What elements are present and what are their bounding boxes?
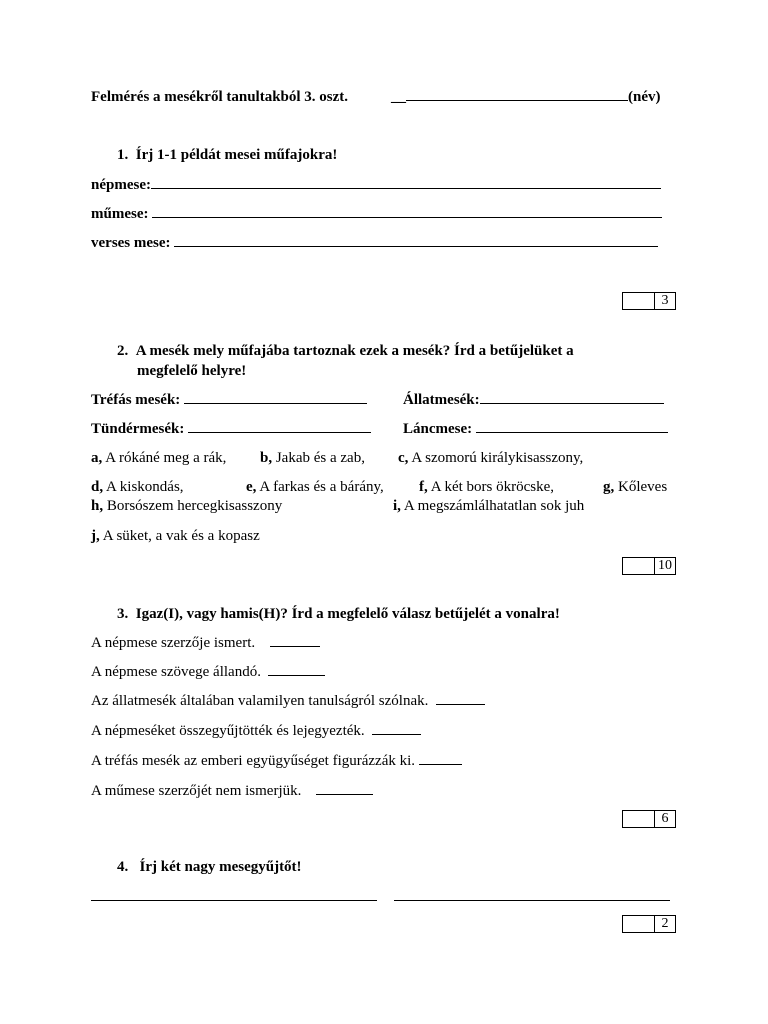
q3-heading [117,605,560,623]
answer-line[interactable] [152,205,662,218]
category-trefas[interactable] [91,391,367,409]
statement-text: A műmese szerzőjét nem ismerjük. [91,783,302,799]
tale-letter: i, [393,498,401,514]
collector-line-1[interactable] [91,888,377,906]
field-sep: : [146,177,151,193]
tale-f [419,478,554,496]
tale-e [246,478,384,496]
q3-score-box [622,810,676,828]
name-prefix: __ [391,89,406,105]
tale-title: Kőleves [618,479,668,495]
answer-line[interactable] [394,888,670,901]
tale-h [91,497,282,515]
statement-text: A népmese szövege állandó. [91,664,261,680]
score-max: 10 [658,558,672,573]
category-lanc[interactable] [403,420,668,438]
tale-letter: c, [398,450,409,466]
answer-line[interactable] [188,420,371,433]
tale-title: A farkas és a bárány, [259,479,384,495]
tale-a [91,449,226,467]
statement-1 [91,634,320,652]
field-label: műmese [91,206,144,222]
tale-letter: f, [419,479,428,495]
q2-text-line1: A mesék mely műfajába tartoznak ezek a mesék? Írd a betűjelüket a [135,343,574,359]
tale-letter: h, [91,498,104,514]
q2-heading [117,342,574,360]
q1-score-box [622,292,676,310]
tale-c [398,449,583,467]
tale-letter: e, [246,479,257,495]
field-sep: : [165,235,175,251]
q2-text-line2: megfelelő helyre! [137,363,247,379]
q2-heading-line2 [137,362,246,380]
field-label: népmese [91,177,146,193]
statement-text: A népmeséket összegyűjtötték és lejegyezték. [91,723,365,739]
score-earned-cell[interactable] [623,558,655,574]
answer-line[interactable] [151,176,661,189]
name-field[interactable] [391,88,661,106]
title-text: Felmérés a mesékről tanultakból 3. oszt. [91,89,349,105]
score-earned-cell[interactable] [623,293,655,309]
tale-title: A kiskondás, [106,479,184,495]
category-allat[interactable] [403,391,664,409]
statement-2 [91,663,325,681]
tale-j [91,527,260,545]
q1-field-verses-mese[interactable] [91,234,658,252]
q4-score-box [622,915,676,933]
tale-letter: b, [260,450,273,466]
field-label: verses mese [91,235,166,251]
tale-title: A rókáné meg a rák, [105,450,227,466]
tale-title: Jakab és a zab, [275,450,365,466]
category-tunder[interactable] [91,420,371,438]
q1-field-mumese[interactable] [91,205,662,223]
tale-title: A szomorú királykisasszony, [411,450,584,466]
tale-title: Borsószem hercegkisasszony [106,498,283,514]
q3-number: 3. [117,606,129,622]
q3-text: Igaz(I), vagy hamis(H)? Írd a megfelelő válasz betűjelét a vonalra! [135,606,560,622]
answer-line[interactable] [184,391,367,404]
category-label: Tündérmesék: [91,421,185,437]
tale-letter: d, [91,479,104,495]
statement-text: A tréfás mesék az emberi együgyűséget figurázzák ki. [91,753,416,769]
tale-letter: g, [603,479,615,495]
q1-heading [117,146,337,164]
answer-line[interactable] [270,634,320,647]
statement-4 [91,722,421,740]
category-label: Tréfás mesék: [91,392,181,408]
tale-title: A két bors ökröcske, [430,479,554,495]
q4-text: Írj két nagy mesegyűjtőt! [139,859,302,875]
score-earned-cell[interactable] [623,811,655,827]
tale-title: A megszámlálhatatlan sok juh [403,498,585,514]
statement-5 [91,752,462,770]
answer-line[interactable] [476,420,668,433]
tale-b [260,449,365,467]
tale-title: A süket, a vak és a kopasz [102,528,260,544]
answer-line[interactable] [372,722,421,735]
score-max: 3 [661,293,669,308]
answer-line[interactable] [174,234,658,247]
category-label: Állatmesék: [403,392,480,408]
field-sep: : [143,206,153,222]
tale-letter: a, [91,450,103,466]
statement-6 [91,782,373,800]
q2-score-box [622,557,676,575]
collector-line-2[interactable] [394,888,670,906]
score-earned-cell[interactable] [623,916,655,932]
q1-field-nepmese[interactable] [91,176,661,194]
answer-line[interactable] [91,888,377,901]
tale-d [91,478,184,496]
answer-line[interactable] [419,752,462,765]
tale-letter: j, [91,528,100,544]
answer-line[interactable] [436,692,485,705]
statement-3 [91,692,485,710]
score-max: 6 [661,811,669,826]
q4-heading [117,858,302,876]
answer-line[interactable] [480,391,664,404]
answer-line[interactable] [316,782,373,795]
q1-number: 1. [117,147,129,163]
statement-text: A népmese szerzője ismert. [91,635,256,651]
tale-g [603,478,667,496]
q2-number: 2. [117,343,129,359]
name-line[interactable] [406,88,628,101]
name-label: (név) [628,89,661,105]
category-label: Láncmese: [403,421,473,437]
q4-number: 4. [117,859,129,875]
worksheet-title [91,88,348,106]
score-max: 2 [661,916,669,931]
answer-line[interactable] [268,663,325,676]
q1-text: Írj 1-1 példát mesei műfajokra! [135,147,338,163]
statement-text: Az állatmesék általában valamilyen tanulságról szólnak. [91,693,429,709]
tale-i [393,497,584,515]
